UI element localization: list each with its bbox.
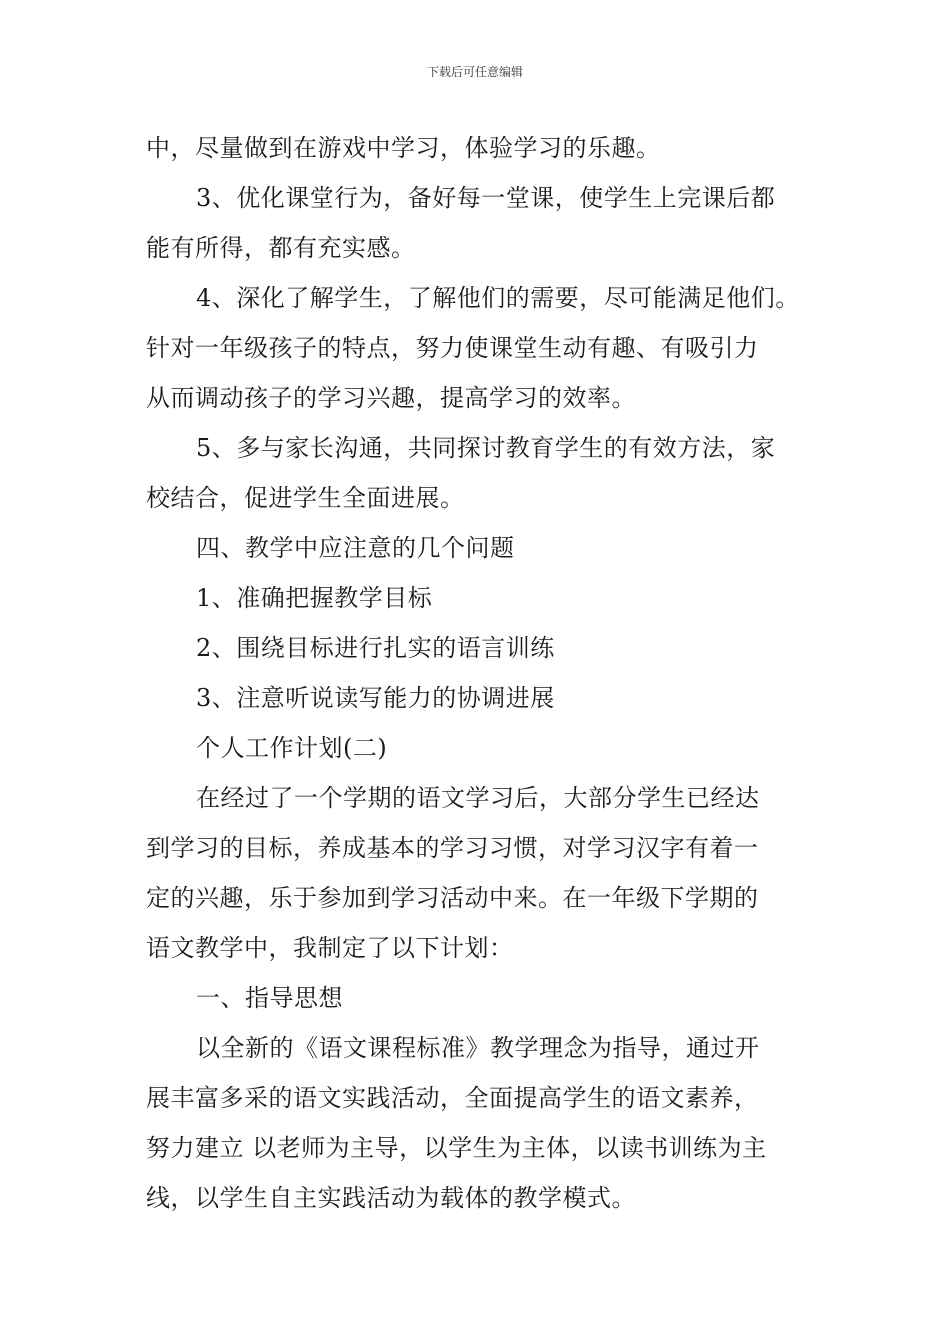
paragraph-line: 5、多与家长沟通，共同探讨教育学生的有效方法，家: [196, 434, 776, 462]
paragraph-line: 3、优化课堂行为，备好每一堂课，使学生上完课后都: [196, 184, 776, 212]
paragraph-line: 能有所得，都有充实感。: [146, 234, 416, 262]
paragraph-line: 校结合，促进学生全面进展。: [146, 484, 465, 512]
list-item: 1、准确把握教学目标: [196, 584, 433, 612]
paragraph-line: 针对一年级孩子的特点，努力使课堂生动有趣、有吸引力: [146, 334, 759, 362]
paragraph-line: 努力建立 以老师为主导，以学生为主体，以读书训练为主: [146, 1134, 767, 1162]
paragraph-line: 4、深化了解学生，了解他们的需要，尽可能满足他们。: [196, 284, 800, 312]
paragraph-line: 以全新的《语文课程标准》教学理念为指导，通过开: [196, 1034, 760, 1062]
paragraph-line: 中，尽量做到在游戏中学习，体验学习的乐趣。: [146, 134, 661, 162]
document-title: 个人工作计划(二): [196, 734, 388, 762]
paragraph-line: 语文教学中，我制定了以下计划：: [146, 934, 514, 962]
list-item: 2、围绕目标进行扎实的语言训练: [196, 634, 555, 662]
section-heading: 四、教学中应注意的几个问题: [196, 534, 515, 562]
paragraph-line: 线，以学生自主实践活动为载体的教学模式。: [146, 1184, 636, 1212]
list-item: 3、注意听说读写能力的协调进展: [196, 684, 555, 712]
paragraph-line: 在经过了一个学期的语文学习后，大部分学生已经达: [196, 784, 760, 812]
page-header: 下载后可任意编辑: [426, 65, 523, 79]
paragraph-line: 定的兴趣，乐于参加到学习活动中来。在一年级下学期的: [146, 884, 759, 912]
paragraph-line: 从而调动孩子的学习兴趣，提高学习的效率。: [146, 384, 636, 412]
section-heading: 一、指导思想: [196, 984, 343, 1012]
paragraph-line: 到学习的目标，养成基本的学习习惯，对学习汉字有着一: [146, 834, 759, 862]
paragraph-line: 展丰富多采的语文实践活动，全面提高学生的语文素养，: [146, 1084, 759, 1112]
